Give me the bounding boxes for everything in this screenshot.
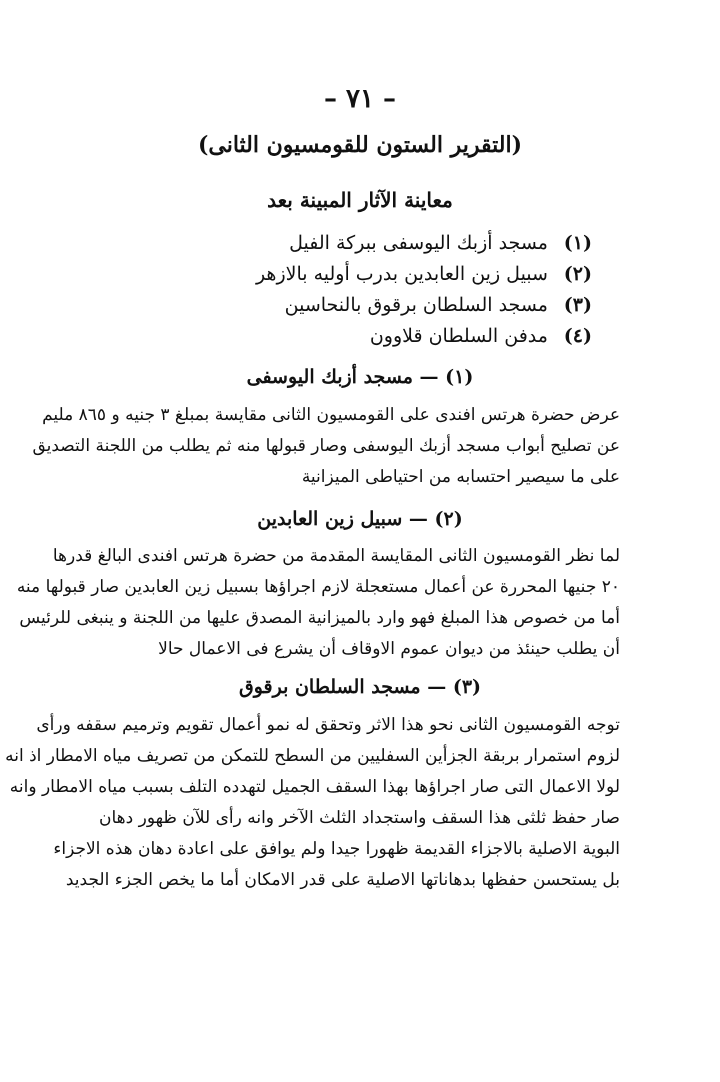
page-number: – ٧١ – — [323, 84, 397, 114]
paragraph-line: بل يستحسن حفظها بدهاناتها الاصلية على قدر الامكان أما ما يخص الجزء الجديد — [65, 870, 620, 890]
paragraph-line: لزوم استمرار بربقة الجزأين السفليين من السطح للتمكن من تصريف مياه الامطار اذ انه — [5, 746, 620, 766]
list-item-number: (٤) — [563, 325, 592, 347]
paragraph-line: توجه القومسيون الثانى نحو هذا الاثر وتحقق له نمو أعمال تقويم وترميم سقفه ورأى — [36, 715, 620, 735]
section-paragraph — [16, 541, 620, 665]
paragraph-line: البوية الاصلية بالاجزاء القديمة ظهورا جيدا ولم يوافق على اعادة دهان هذه الاجزاء — [53, 839, 620, 859]
paragraph-line: أن يطلب حينئذ من ديوان عموم الاوقاف أن يشرع فى الاعمال حالا — [158, 639, 620, 659]
monument-list — [172, 228, 592, 352]
paragraph-line: صار حفظ ثلثى هذا السقف واستجداد الثلث الآخر وانه رأى للآن ظهور دهان — [99, 808, 620, 828]
section-paragraph — [5, 710, 620, 896]
list-item-label: مسجد أزبك اليوسفى ببركة الفيل — [289, 232, 548, 254]
section-heading: (٢) — سبيل زين العابدين — [257, 508, 463, 530]
list-item-label: سبيل زين العابدين بدرب أوليه بالازهر — [255, 263, 548, 285]
list-item — [172, 290, 592, 321]
list-item-number: (١) — [563, 232, 592, 254]
paragraph-line: أما من خصوص هذا المبلغ فهو وارد بالميزانية المصدق عليها من اللجنة و ينبغى للرئيس — [19, 608, 620, 628]
list-item — [172, 321, 592, 352]
paragraph-line: لولا الاعمال التى صار اجراؤها بهذا السقف الجميل لتهدده التلف بسبب مياه الامطار وانه — [9, 777, 620, 797]
section-heading: (١) — مسجد أزبك اليوسفى — [246, 366, 474, 388]
section-paragraph — [32, 400, 620, 493]
list-item-number: (٣) — [563, 294, 592, 316]
list-item-label: مسجد السلطان برقوق بالنحاسين — [284, 294, 548, 316]
list-item-number: (٢) — [563, 263, 592, 285]
subtitle: معاينة الآثار المبينة بعد — [267, 188, 453, 212]
paragraph-line: عرض حضرة هرتس افندى على القومسيون الثانى مقايسة بمبلغ ٣ جنيه و ٨٦٥ مليم — [42, 405, 620, 425]
paragraph-line: لما نظر القومسيون الثانى المقايسة المقدمة من حضرة هرتس افندى البالغ قدرها — [52, 546, 620, 566]
list-item — [172, 259, 592, 290]
list-item-label: مدفن السلطان قلاوون — [369, 325, 548, 347]
section-heading: (٣) — مسجد السلطان برقوق — [238, 676, 482, 698]
paragraph-line: ٢٠ جنيها المحررة عن أعمال مستعجلة لازم اجراؤها بسبيل زين العابدين صار قبولها منه — [16, 577, 620, 597]
report-title: (التقرير الستون للقومسيون الثانى) — [197, 132, 523, 158]
paragraph-line: عن تصليح أبواب مسجد أزبك اليوسفى وصار قبولها منه ثم يطلب من اللجنة التصديق — [32, 436, 620, 456]
list-item — [172, 228, 592, 259]
paragraph-line: على ما سيصير احتسابه من احتياطى الميزانية — [301, 467, 620, 487]
